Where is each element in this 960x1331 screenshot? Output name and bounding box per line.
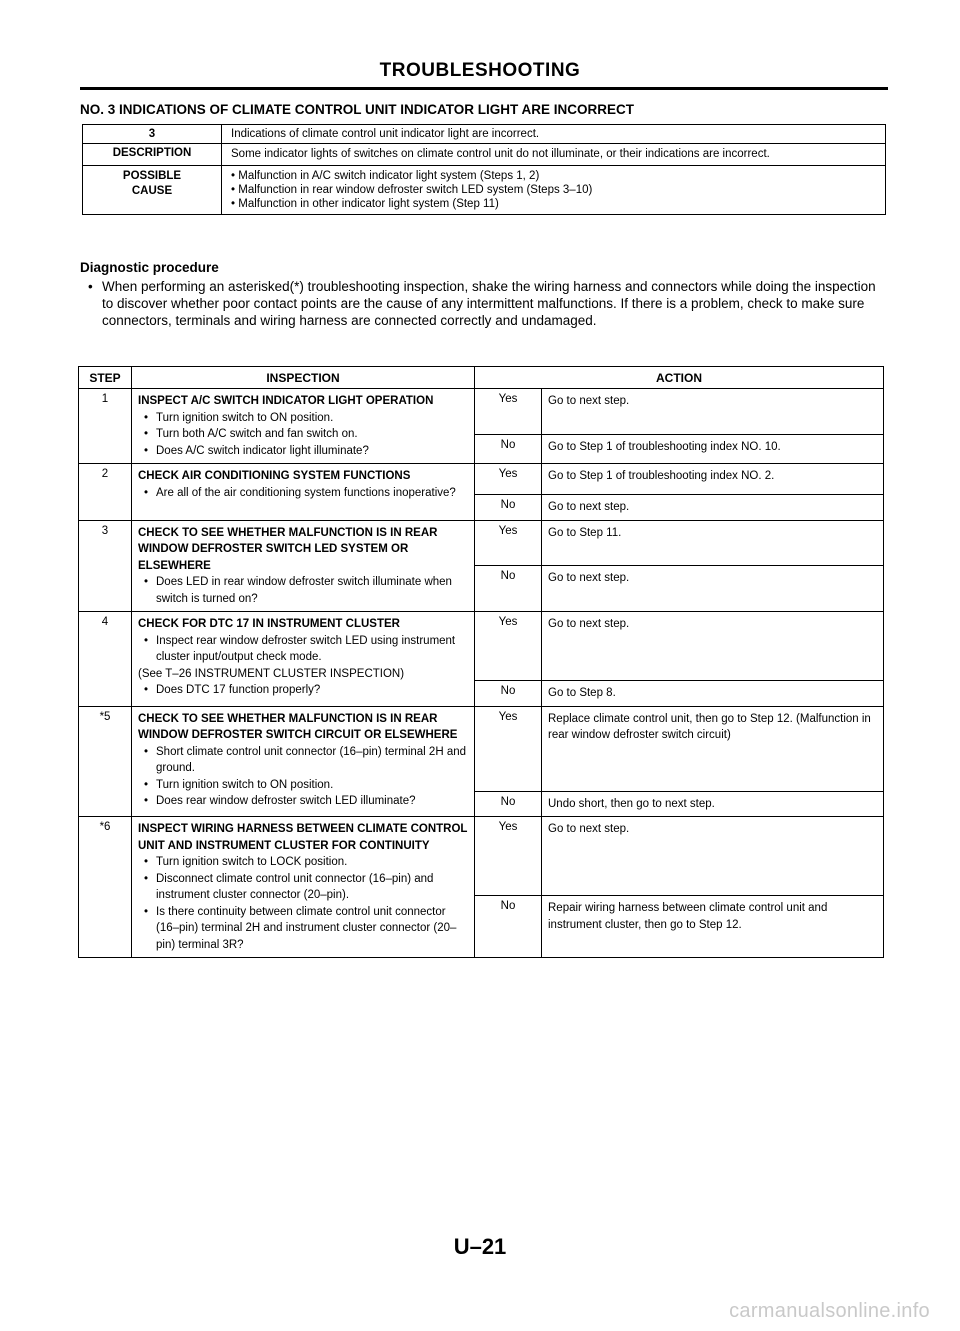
info-table	[82, 124, 886, 215]
yes-action: Go to next step.	[542, 389, 884, 435]
step-number: *5	[79, 706, 132, 817]
bullet-icon: •	[88, 279, 93, 294]
step-item: • Are all of the air conditioning system functions inoperative?	[138, 485, 468, 502]
step-item: • Does A/C switch indicator light illuminate?	[138, 443, 468, 460]
step-heading: CHECK AIR CONDITIONING SYSTEM FUNCTIONS	[138, 470, 411, 482]
step-inspection	[132, 520, 475, 612]
yes-label: Yes	[475, 817, 542, 896]
cause-list	[231, 169, 876, 211]
description-text: Some indicator lights of switches on climate control unit do not illuminate, or their indications are incorrect.	[222, 144, 886, 166]
info-row-cause	[83, 166, 886, 215]
step-item: • Short climate control unit connector (16–pin) terminal 2H and ground.	[138, 744, 468, 777]
step-number: 4	[79, 612, 132, 707]
title-rule	[80, 87, 888, 90]
step-inspection	[132, 389, 475, 464]
step-item: • Turn ignition switch to LOCK position.	[138, 854, 468, 871]
no-label: No	[475, 565, 542, 612]
step-number: 3	[79, 520, 132, 612]
cause-item: • Malfunction in rear window defroster switch LED system (Steps 3–10)	[231, 183, 876, 197]
no-action: Go to Step 8.	[542, 681, 884, 707]
step-item: • Turn ignition switch to ON position.	[138, 777, 468, 794]
watermark[interactable]: carmanualsonline.info	[729, 1300, 930, 1322]
step-row	[79, 706, 884, 791]
yes-label: Yes	[475, 389, 542, 435]
cause-label-line-2: CAUSE	[131, 185, 173, 197]
no-action: Undo short, then go to next step.	[542, 791, 884, 817]
no-action: Go to Step 1 of troubleshooting index NO. 10.	[542, 435, 884, 464]
step-table	[78, 366, 884, 958]
step-number: 1	[79, 389, 132, 464]
yes-action: Go to next step.	[542, 612, 884, 681]
header-action: ACTION	[475, 367, 884, 389]
section-heading: NO. 3 INDICATIONS OF CLIMATE CONTROL UNIT INDICATOR LIGHT ARE INCORRECT	[80, 102, 634, 117]
step-inspection	[132, 612, 475, 707]
step-note: (See T–26 INSTRUMENT CLUSTER INSPECTION)	[138, 667, 405, 680]
page-title: TROUBLESHOOTING	[379, 60, 581, 81]
diagnostic-bullet-text: When performing an asterisked(*) troubleshooting inspection, shake the wiring harness and connectors while doing the inspection to discover whether poor contact points are the cause of any intermittent malfunctions. If there is a problem, check to make sure connectors, terminals and wiring harness are connected correctly and undamaged.	[102, 279, 876, 328]
yes-action: Go to next step.	[542, 817, 884, 896]
page-number: U–21	[453, 1234, 507, 1259]
cause-item: • Malfunction in A/C switch indicator light system (Steps 1, 2)	[231, 169, 876, 183]
step-inspection	[132, 706, 475, 817]
yes-label: Yes	[475, 520, 542, 565]
no-action: Repair wiring harness between climate control unit and instrument cluster, then go to Step 12.	[542, 896, 884, 958]
step-item: • Does LED in rear window defroster switch illuminate when switch is turned on?	[138, 574, 468, 607]
yes-label: Yes	[475, 612, 542, 681]
cause-item: • Malfunction in other indicator light system (Step 11)	[231, 197, 876, 211]
no-label: No	[475, 791, 542, 817]
description-label: DESCRIPTION	[83, 144, 222, 166]
step-number: 2	[79, 464, 132, 521]
step-row	[79, 520, 884, 565]
diagnostic-procedure	[80, 260, 880, 329]
step-item: • Turn both A/C switch and fan switch on.	[138, 426, 468, 443]
step-row	[79, 612, 884, 681]
step-item: • Is there continuity between climate control unit connector (16–pin) terminal 2H and instrument cluster connector (20–pin) terminal 3R?	[138, 904, 468, 954]
step-inspection	[132, 817, 475, 958]
step-item: • Disconnect climate control unit connector (16–pin) and instrument cluster connector (20–pin).	[138, 871, 468, 904]
info-number: 3	[83, 125, 222, 144]
info-number-text: Indications of climate control unit indicator light are incorrect.	[222, 125, 886, 144]
yes-label: Yes	[475, 706, 542, 791]
step-heading: INSPECT A/C SWITCH INDICATOR LIGHT OPERATION	[138, 395, 434, 407]
no-action: Go to next step.	[542, 565, 884, 612]
diagnostic-bullet	[80, 278, 880, 329]
cause-label	[83, 166, 222, 215]
step-table-header	[79, 367, 884, 389]
info-row-description	[83, 144, 886, 166]
cause-list-cell	[222, 166, 886, 215]
yes-action: Go to Step 11.	[542, 520, 884, 565]
step-item: • Turn ignition switch to ON position.	[138, 410, 468, 427]
step-heading: INSPECT WIRING HARNESS BETWEEN CLIMATE CONTROL UNIT AND INSTRUMENT CLUSTER FOR CONTINUITY	[138, 823, 468, 852]
step-row	[79, 464, 884, 495]
step-item: • Does rear window defroster switch LED illuminate?	[138, 793, 468, 810]
no-label: No	[475, 435, 542, 464]
no-label: No	[475, 495, 542, 521]
step-inspection	[132, 464, 475, 521]
no-label: No	[475, 681, 542, 707]
yes-action: Go to Step 1 of troubleshooting index NO. 2.	[542, 464, 884, 495]
no-action: Go to next step.	[542, 495, 884, 521]
step-row	[79, 817, 884, 896]
header-inspection: INSPECTION	[132, 367, 475, 389]
step-item: • Inspect rear window defroster switch LED using instrument cluster input/output check mode.	[138, 633, 468, 666]
info-row-number	[83, 125, 886, 144]
step-heading: CHECK FOR DTC 17 IN INSTRUMENT CLUSTER	[138, 618, 400, 630]
step-heading: CHECK TO SEE WHETHER MALFUNCTION IS IN REAR WINDOW DEFROSTER SWITCH CIRCUIT OR ELSEWHERE	[138, 712, 458, 741]
cause-label-line-1: POSSIBLE	[122, 170, 182, 182]
no-label: No	[475, 896, 542, 958]
step-heading: CHECK TO SEE WHETHER MALFUNCTION IS IN REAR WINDOW DEFROSTER SWITCH LED SYSTEM OR ELSEWHERE	[138, 526, 438, 572]
step-number: *6	[79, 817, 132, 958]
header-step: STEP	[79, 367, 132, 389]
yes-action: Replace climate control unit, then go to Step 12. (Malfunction in rear window defroster switch circuit)	[542, 706, 884, 791]
step-row	[79, 389, 884, 435]
diagnostic-title: Diagnostic procedure	[80, 260, 219, 275]
step-item: • Does DTC 17 function properly?	[138, 682, 468, 699]
yes-label: Yes	[475, 464, 542, 495]
